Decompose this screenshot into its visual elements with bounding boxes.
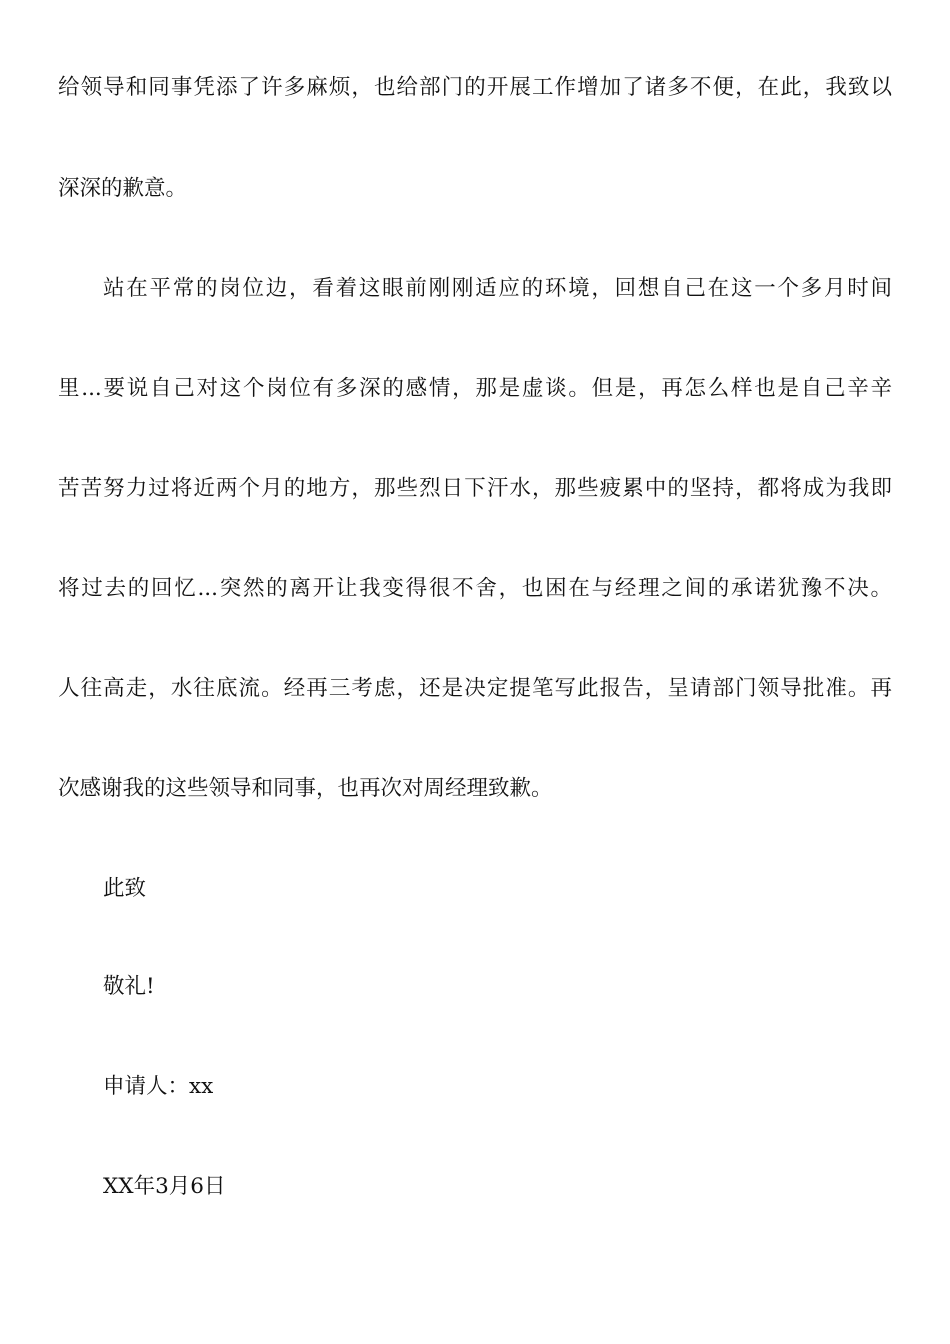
paragraph-line: 深深的歉意。 xyxy=(58,176,188,201)
paragraph-line: 站在平常的岗位边，看着这眼前刚刚适应的环境，回想自己在这一个多月时间 xyxy=(103,276,892,301)
paragraph-line: 次感谢我的这些领导和同事，也再次对周经理致歉。 xyxy=(58,776,553,801)
paragraph-line: 将过去的回忆...突然的离开让我变得很不舍，也困在与经理之间的承诺犹豫不决。 xyxy=(58,576,892,601)
paragraph-line: 给领导和同事凭添了许多麻烦，也给部门的开展工作增加了诸多不便，在此，我致以 xyxy=(58,75,892,100)
paragraph-line: 苦苦努力过将近两个月的地方，那些烈日下汗水，那些疲累中的坚持，都将成为我即 xyxy=(58,476,892,501)
paragraph-line: 人往高走，水往底流。经再三考虑，还是决定提笔写此报告，呈请部门领导批准。再 xyxy=(58,676,892,701)
letter-date: XX年3月6日 xyxy=(103,1174,226,1199)
closing-salutation: 此致 xyxy=(103,876,147,901)
paragraph-line: 里...要说自己对这个岗位有多深的感情，那是虚谈。但是，再怎么样也是自己辛辛 xyxy=(58,376,892,401)
closing-regards: 敬礼! xyxy=(103,974,155,999)
applicant-signature: 申请人：xx xyxy=(103,1074,214,1099)
